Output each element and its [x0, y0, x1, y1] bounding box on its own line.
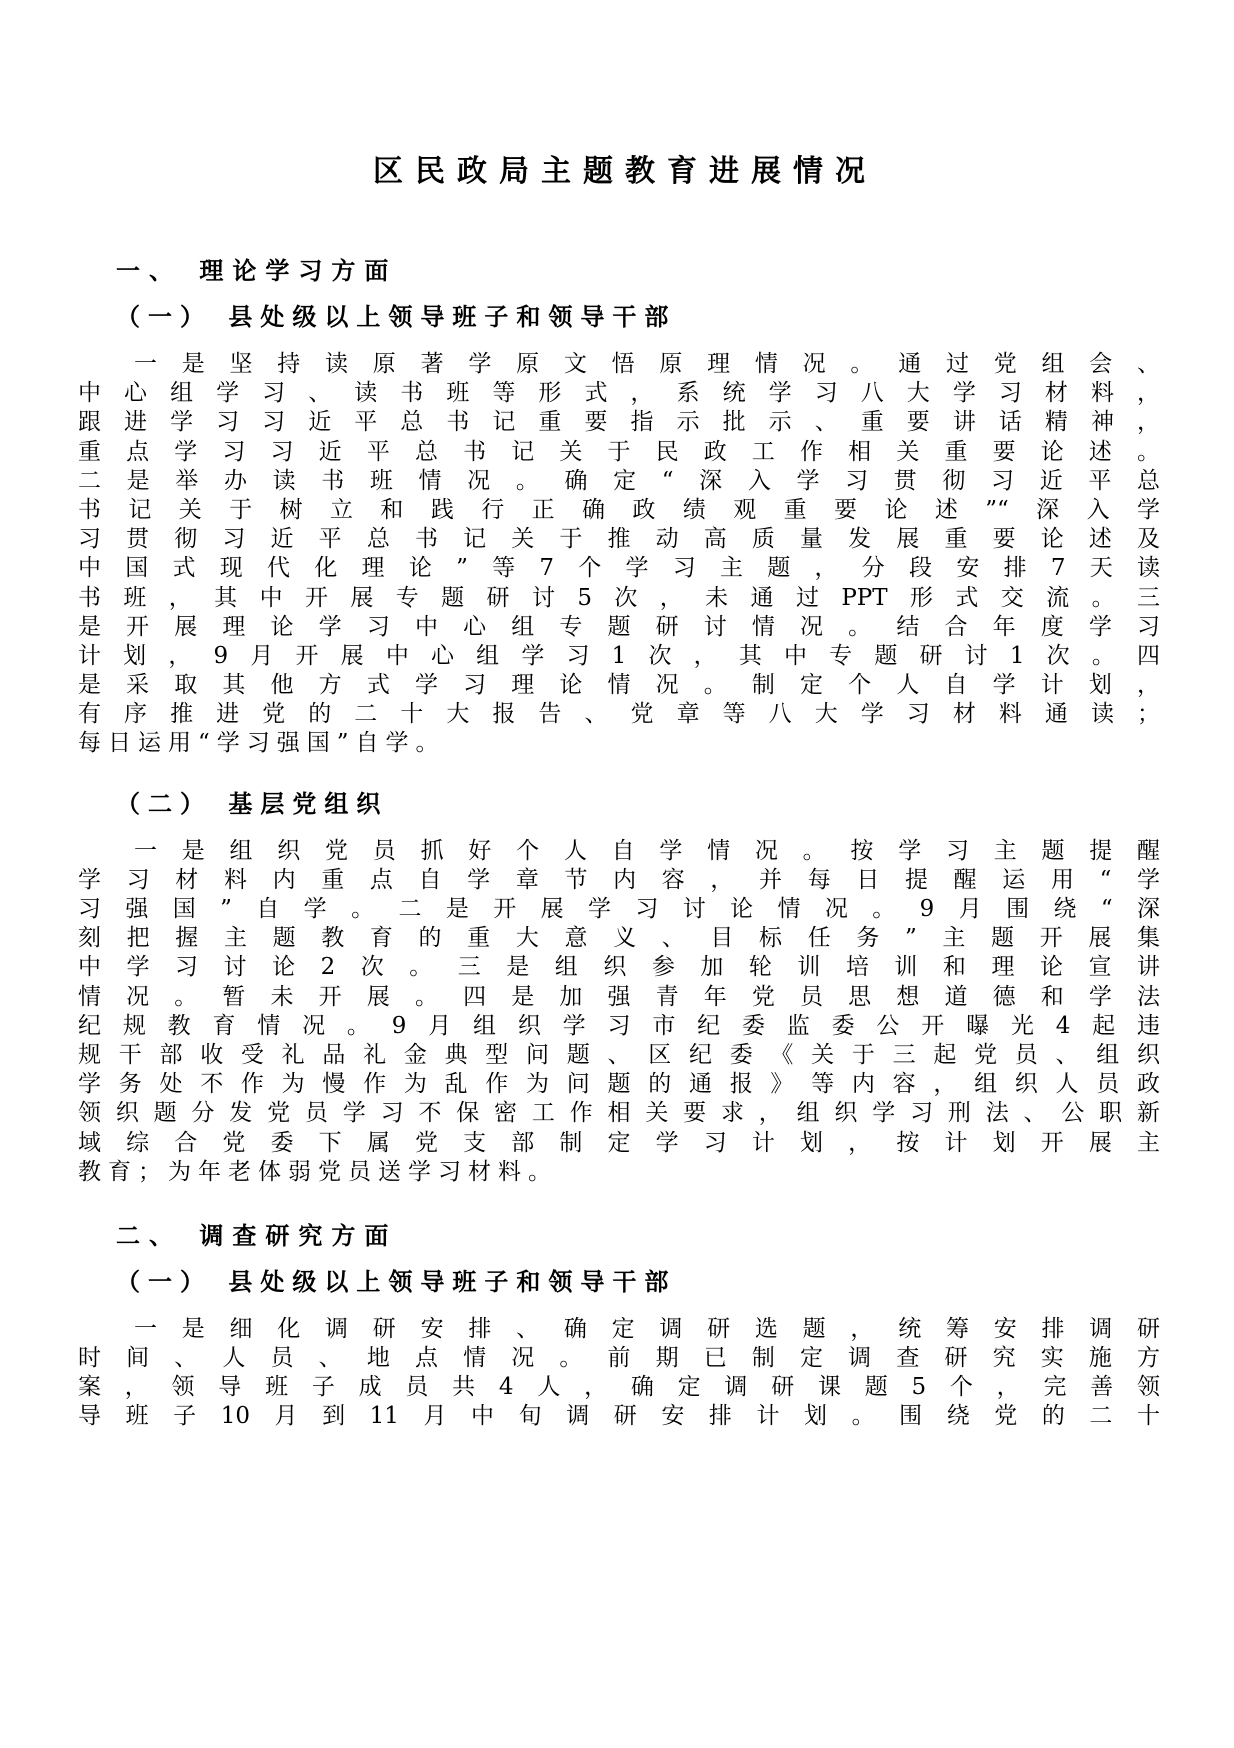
subsection-heading-2-1: （一） 县处级以上领导班子和领导干部	[116, 1267, 677, 1296]
paragraph-line: 跟进学习习近平总书记重要指示批示、重要讲话精神，	[78, 409, 1160, 436]
spacer	[78, 332, 1160, 350]
spacer	[78, 819, 1160, 837]
paragraph-line: 教育；为年老体弱党员送学习材料。	[78, 1158, 558, 1185]
paragraph-2	[78, 837, 1160, 1187]
paragraph-1	[78, 350, 1160, 759]
paragraph-line: 一是坚持读原著学原文悟原理情况。通过党组会、	[134, 351, 1160, 377]
paragraph-line: 中学习讨论2次。三是组织参加轮训培训和理论宣讲	[78, 954, 1160, 981]
paragraph-line: 案，领导班子成员共4人，确定调研课题5个，完善领	[78, 1374, 1160, 1401]
paragraph-line: 情况。暂未开展。四是加强青年党员思想道德和学法	[78, 983, 1160, 1010]
section-heading-2: 二、 调查研究方面	[116, 1221, 398, 1250]
paragraph-line: 是采取其他方式学习理论情况。制定个人自学计划，	[78, 672, 1160, 699]
spacer	[78, 1297, 1160, 1315]
paragraph-line: 时间、人员、地点情况。前期已制定调查研究实施方	[78, 1345, 1160, 1372]
paragraph-line: 导班子10月到11月中旬调研安排计划。围绕党的二十	[78, 1403, 1160, 1430]
paragraph-line: 习强国”自学。二是开展学习讨论情况。9月围绕“深	[78, 896, 1160, 922]
subsection-heading-1-1: （一） 县处级以上领导班子和领导干部	[116, 303, 677, 331]
spacer	[78, 759, 1160, 789]
paragraph-line: 学习材料内重点自学章节内容，并每日提醒运用“学	[78, 866, 1160, 893]
paragraph-line: 每日运用“学习强国”自学。	[78, 730, 446, 757]
paragraph-3	[78, 1315, 1160, 1432]
paragraph-line: 重点学习习近平总书记关于民政工作相关重要论述。	[78, 438, 1160, 465]
paragraph-line: 书班，其中开展专题研讨5次，未通过PPT形式交流。三	[78, 584, 1160, 611]
spacer	[78, 1187, 1160, 1221]
paragraph-line: 习贯彻习近平总书记关于推动高质量发展重要论述及	[78, 526, 1160, 553]
paragraph-line: 学务处不作为慢作为乱作为问题的通报》等内容，组织人员政	[78, 1071, 1160, 1098]
paragraph-line: 是开展理论学习中心组专题研讨情况。结合年度学习	[78, 613, 1160, 640]
paragraph-line: 一是细化调研安排、确定调研选题，统筹安排调研	[134, 1315, 1160, 1342]
paragraph-line: 计划，9月开展中心组学习1次，其中专题研讨1次。四	[78, 642, 1160, 669]
spacer	[78, 192, 1160, 256]
paragraph-line: 刻把握主题教育的重大意义、目标任务”主题开展集	[78, 925, 1160, 952]
document-content	[78, 0, 1160, 1432]
paragraph-line: 规干部收受礼品礼金典型问题、区纪委《关于三起党员、组织	[78, 1041, 1160, 1068]
paragraph-line: 纪规教育情况。9月组织学习市纪委监委公开曝光4起违	[78, 1012, 1160, 1039]
paragraph-line: 有序推进党的二十大报告、党章等八大学习材料通读；	[78, 701, 1160, 728]
paragraph-line: 中国式现代化理论”等7个学习主题，分段安排7天读	[78, 555, 1160, 582]
paragraph-line: 领织题分发党员学习不保密工作相关要求，组织学习刑法、公职新	[78, 1100, 1160, 1127]
section-heading-1: 一、 理论学习方面	[116, 257, 398, 285]
paragraph-line: 一是组织党员抓好个人自学情况。按学习主题提醒	[134, 837, 1160, 864]
paragraph-line: 域综合党委下属党支部制定学习计划，按计划开展主	[78, 1129, 1160, 1156]
page-title: 区民政局主题教育进展情况	[373, 154, 877, 189]
spacer	[78, 1251, 1160, 1267]
spacer	[78, 286, 1160, 302]
paragraph-line: 书记关于树立和践行正确政绩观重要论述”“深入学	[78, 496, 1160, 523]
paragraph-line: 二是举办读书班情况。确定“深入学习贯彻习近平总	[78, 467, 1160, 494]
paragraph-line: 中心组学习、读书班等形式，系统学习八大学习材料，	[78, 380, 1160, 407]
subsection-heading-1-2: （二） 基层党组织	[116, 789, 389, 818]
